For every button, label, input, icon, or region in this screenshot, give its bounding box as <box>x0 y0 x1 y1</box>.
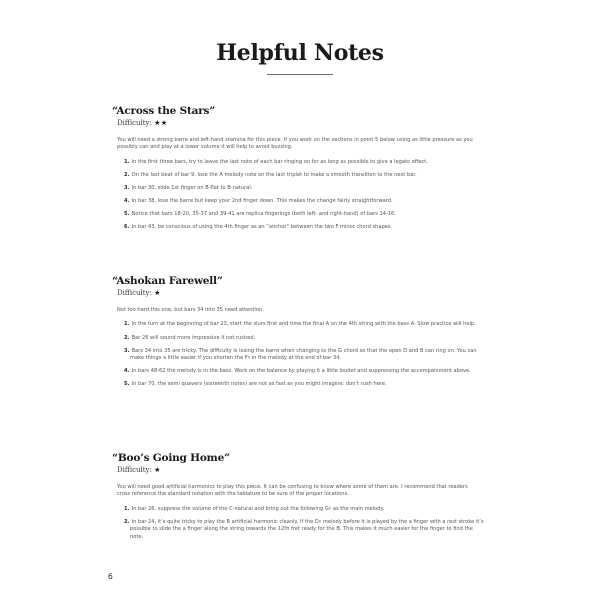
note-text: In bar 26, suppress the volume of the C-natural and bring out the following G♯ as the main melody. <box>131 505 385 512</box>
note-number: 5. <box>124 211 130 218</box>
note-item <box>124 224 484 231</box>
note-item <box>124 348 484 363</box>
note-number: 3. <box>124 185 130 191</box>
note-text: In the turn at the beginning of bar 23, start the slurs first and time the final A on the 4th string with the bass A. Slow practice will help. <box>131 321 476 328</box>
note-text: Bars 34 into 35 are tricky. The difficulty is losing the barre when changing to the G chord so that the open D and B can ring on. You can make things a little easier if you shorten the F♯ in the melody at the end of bar 34. <box>130 347 477 361</box>
note-item <box>124 381 484 388</box>
page-number: 6 <box>108 572 113 581</box>
note-item <box>124 519 484 541</box>
note-text: In the first three bars, try to leave the last note of each bar ringing on for as long as possible to give a legato effect. <box>131 158 428 165</box>
note-text: In bar 30, slide 1st finger on B-flat to B-natural. <box>131 185 253 191</box>
note-text: In bars 48-62 the melody is in the bass. Work on the balance by playing it a little louder and suppressing the accompaniment above. <box>131 368 471 375</box>
notes-list <box>124 506 484 541</box>
song-title: “Ashokan Farewell” <box>112 275 223 287</box>
note-text: In bar 70, the semi quavers (sixteenth notes) are not as fast as you might imagine: don’t rush here. <box>131 381 387 388</box>
note-number: 2. <box>124 518 130 525</box>
note-number: 2. <box>124 171 130 178</box>
note-item <box>124 198 484 205</box>
note-number: 3. <box>124 347 130 354</box>
title-underline-divider <box>267 74 333 75</box>
note-item <box>124 172 484 179</box>
note-text: On the last beat of bar 9, lose the A melody note on the last triplet to make a smooth transition to the next bar. <box>131 171 417 178</box>
difficulty-label: Difficulty: <box>117 289 152 297</box>
note-number: 6. <box>124 224 130 231</box>
section-boos-going-home <box>112 452 502 547</box>
section-intro: You will need good artificial harmonics to play this piece. It can be confusing to know where some of them are. I recommend that readers cross reference the standard notation with the tablature to be sure of the proper locations. <box>117 484 468 498</box>
note-item <box>124 185 484 192</box>
difficulty-label: Difficulty: <box>117 466 152 474</box>
star-icon: ★ <box>154 289 161 297</box>
note-text: In bar 43, be conscious of using the 4th finger as an “anchor” between the two F minor chord shapes. <box>131 224 393 231</box>
song-title: “Across the Stars” <box>112 105 216 117</box>
note-item <box>124 368 484 375</box>
note-text: In bar 24, it’s quite tricky to play the B artificial harmonic cleanly. If the D♯ melody before it is played by the a finger with a rest stroke it’s possible to slide the a finger along the string towards the 12th fret ready for the B. This makes it much easier for the finger to find the note. <box>130 518 484 540</box>
note-item <box>124 211 484 218</box>
notes-list <box>124 321 484 388</box>
note-text: Bar 26 will sound more impressive if not rushed. <box>131 334 256 341</box>
note-item <box>124 506 484 513</box>
note-item <box>124 335 484 342</box>
section-ashokan-farewell <box>112 275 502 394</box>
note-number: 1. <box>124 158 130 165</box>
difficulty-rating <box>117 118 502 128</box>
star-icon: ★ <box>154 466 161 474</box>
note-item <box>124 159 484 166</box>
note-number: 5. <box>124 381 130 388</box>
notes-list <box>124 159 484 232</box>
difficulty-rating <box>117 465 502 475</box>
note-text: In bar 38, lose the barre but keep your 2nd finger down. This makes the change fairly straightforward. <box>131 198 393 205</box>
section-intro: You will need a strong barre and left-hand stamina for this piece. If you work on the sections in point 5 below using as little pressure as you possibly can and play at a lower volume it will help to avoid buzzing. <box>117 137 473 151</box>
note-text: Notice that bars 18-20, 35-37 and 39-41 are replica fingerings (both left- and right-hand) of bars 14-16. <box>131 211 396 218</box>
note-number: 2. <box>124 334 130 341</box>
note-number: 4. <box>124 198 130 205</box>
difficulty-rating <box>117 288 502 298</box>
difficulty-label: Difficulty: <box>117 119 152 127</box>
note-item <box>124 321 484 328</box>
star-icon: ★★ <box>154 119 168 127</box>
note-number: 1. <box>124 321 130 328</box>
section-across-the-stars <box>112 105 502 237</box>
page-title: Helpful Notes <box>216 40 384 66</box>
song-title: “Boo’s Going Home” <box>112 452 230 464</box>
note-number: 4. <box>124 368 130 375</box>
section-intro: Not too hard this one, but bars 34 into 35 need attention. <box>117 307 264 313</box>
note-number: 1. <box>124 505 130 512</box>
